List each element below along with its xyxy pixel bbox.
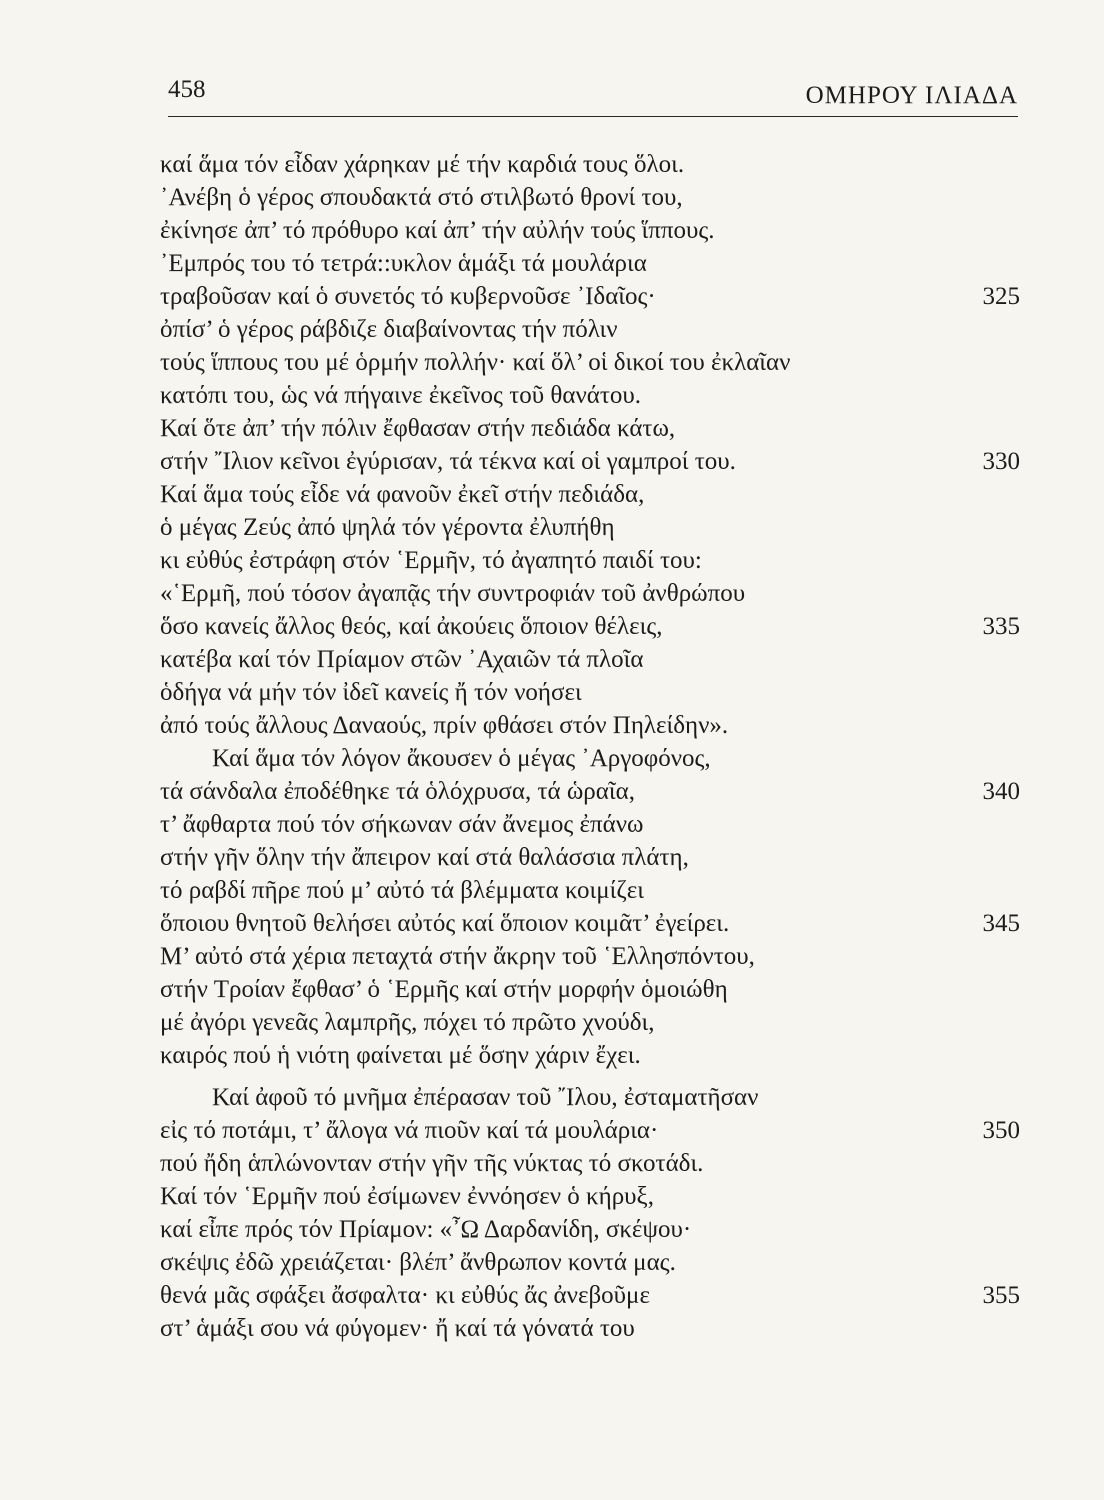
running-title: ΟΜΗΡΟΥ ΙΛΙΑΔΑ xyxy=(805,82,1018,109)
verse-line xyxy=(160,412,1020,445)
verse-text: κι εὐθύς ἐστράφη στόν ῾Ερμῆν, τό ἀγαπητό παιδί του: xyxy=(160,547,702,574)
verse-line xyxy=(160,247,1020,280)
verse-line xyxy=(160,907,1020,940)
verse-text: κατόπι του, ὡς νά πήγαινε ἐκεῖνος τοῦ θανάτου. xyxy=(160,382,642,409)
verse-text: Καί ἅμα τούς εἶδε νά φανοῦν ἐκεῖ στήν πεδιάδα, xyxy=(160,481,645,508)
verse-line xyxy=(160,313,1020,346)
verse-text: καί ἅμα τόν εἶδαν χάρηκαν μέ τήν καρδιά τους ὅλοι. xyxy=(160,151,685,178)
verse-text: Μ’ αὐτό στά χέρια πεταχτά στήν ἄκρην τοῦ ῾Ελλησπόντου, xyxy=(160,943,755,970)
verse-text: κατέβα καί τόν Πρίαμον στῶν ᾿Αχαιῶν τά πλοῖα xyxy=(160,646,644,673)
verse-text: Καί ἀφοῦ τό μνῆμα ἐπέρασαν τοῦ ῎Ιλου, ἐσταματῆσαν xyxy=(212,1084,759,1111)
verse-line xyxy=(160,1213,1020,1246)
verse-text: ἀπό τούς ἄλλους Δαναούς, πρίν φθάσει στόν Πηλείδην». xyxy=(160,712,729,739)
verse-line xyxy=(160,1246,1020,1279)
verse-text: ὅποιου θνητοῦ θελήσει αὐτός καί ὅποιον κοιμᾶτ’ ἐγείρει. xyxy=(160,910,730,937)
verse-text: τά σάνδαλα ἐποδέθηκε τά ὁλόχρυσα, τά ὡραῖα, xyxy=(160,778,635,805)
verse-line xyxy=(160,445,1020,478)
verse-line xyxy=(160,1081,1020,1114)
verse-line xyxy=(160,1279,1020,1312)
line-number: 340 xyxy=(982,778,1020,805)
verse-line xyxy=(160,148,1020,181)
verse-line xyxy=(160,478,1020,511)
verse-line xyxy=(160,973,1020,1006)
verse-text: Καί τόν ῾Ερμῆν πού ἐσίμωνεν ἐννόησεν ὁ κήρυξ, xyxy=(160,1183,654,1210)
verse-text: τούς ἵππους του μέ ὁρμήν πολλήν· καί ὅλ’ οἱ δικοί του ἐκλαῖαν xyxy=(160,349,791,376)
verse-line xyxy=(160,709,1020,742)
verse-line xyxy=(160,808,1020,841)
verse-line xyxy=(160,1147,1020,1180)
line-number: 355 xyxy=(982,1282,1020,1309)
verse-line xyxy=(160,1039,1020,1072)
verse-text: ᾿Εμπρός του τό τετρά::υκλον ἁμάξι τά μουλάρια xyxy=(160,250,647,277)
verse-line xyxy=(160,544,1020,577)
verse-line xyxy=(160,643,1020,676)
verse-text: ὀπίσ’ ὁ γέρος ράβδιζε διαβαίνοντας τήν πόλιν xyxy=(160,316,618,343)
verse-block xyxy=(160,148,1020,1345)
verse-text: ᾿Ανέβη ὁ γέρος σπουδακτά στό στιλβωτό θρονί του, xyxy=(160,184,683,211)
verse-line xyxy=(160,346,1020,379)
verse-line xyxy=(160,280,1020,313)
verse-line xyxy=(160,676,1020,709)
verse-line xyxy=(160,1180,1020,1213)
verse-line xyxy=(160,610,1020,643)
verse-text: τραβοῦσαν καί ὁ συνετός τό κυβερνοῦσε ᾿Ιδαῖος· xyxy=(160,283,656,310)
verse-text: εἰς τό ποτάμι, τ’ ἄλογα νά πιοῦν καί τά μουλάρια· xyxy=(160,1117,659,1144)
verse-text: «῾Ερμῆ, πού τόσον ἀγαπᾷς τήν συντροφιάν τοῦ ἀνθρώπου xyxy=(160,580,746,607)
verse-text: θενά μᾶς σφάξει ἄσφαλτα· κι εὐθύς ἄς ἀνεβοῦμε xyxy=(160,1282,650,1309)
page-number: 458 xyxy=(168,76,206,103)
verse-line xyxy=(160,775,1020,808)
verse-text: μέ ἀγόρι γενεᾶς λαμπρῆς, πόχει τό πρῶτο χνούδι, xyxy=(160,1009,655,1036)
line-number: 325 xyxy=(982,283,1020,310)
verse-line xyxy=(160,874,1020,907)
verse-text: στήν γῆν ὅλην τήν ἄπειρον καί στά θαλάσσια πλάτη, xyxy=(160,844,689,871)
verse-text: Καί ἅμα τόν λόγον ἄκουσεν ὁ μέγας ᾿Αργοφόνος, xyxy=(212,745,711,772)
verse-line xyxy=(160,940,1020,973)
verse-line xyxy=(160,1006,1020,1039)
verse-text: πού ἤδη ἁπλώνονταν στήν γῆν τῆς νύκτας τό σκοτάδι. xyxy=(160,1150,704,1177)
verse-line xyxy=(160,1312,1020,1345)
verse-text: ὁ μέγας Ζεύς ἀπό ψηλά τόν γέροντα ἐλυπήθη xyxy=(160,514,615,541)
verse-text: καί εἶπε πρός τόν Πρίαμον: «῏Ω Δαρδανίδη, σκέψου· xyxy=(160,1216,692,1243)
verse-text: τό ραβδί πῆρε πού μ’ αὐτό τά βλέμματα κοιμίζει xyxy=(160,877,644,904)
line-number: 345 xyxy=(982,910,1020,937)
verse-text: ὅσο κανείς ἄλλος θεός, καί ἀκούεις ὅποιον θέλεις, xyxy=(160,613,663,640)
verse-line xyxy=(160,379,1020,412)
verse-text: τ’ ἄφθαρτα πού τόν σήκωναν σάν ἄνεμος ἐπάνω xyxy=(160,811,644,838)
verse-text: καιρός πού ἡ νιότη φαίνεται μέ ὅσην χάριν ἔχει. xyxy=(160,1042,641,1069)
verse-text: ἐκίνησε ἀπ’ τό πρόθυρο καί ἀπ’ τήν αὐλήν τούς ἵππους. xyxy=(160,217,715,244)
verse-text: σκέψις ἐδῶ χρειάζεται· βλέπ’ ἄνθρωπον κοντά μας. xyxy=(160,1249,676,1276)
verse-line xyxy=(160,841,1020,874)
verse-line xyxy=(160,1114,1020,1147)
verse-text: στήν Τροίαν ἔφθασ’ ὁ ῾Ερμῆς καί στήν μορφήν ὁμοιώθη xyxy=(160,976,728,1003)
verse-text: ὁδήγα νά μήν τόν ἰδεῖ κανείς ἤ τόν νοήσει xyxy=(160,679,582,706)
verse-line xyxy=(160,214,1020,247)
line-number: 350 xyxy=(982,1117,1020,1144)
verse-text: Καί ὅτε ἀπ’ τήν πόλιν ἔφθασαν στήν πεδιάδα κάτω, xyxy=(160,415,676,442)
page-header xyxy=(168,72,1018,117)
verse-line xyxy=(160,577,1020,610)
verse-line xyxy=(160,742,1020,775)
verse-line xyxy=(160,511,1020,544)
line-number: 335 xyxy=(982,613,1020,640)
verse-text: στ’ ἁμάξι σου νά φύγομεν· ἤ καί τά γόνατά του xyxy=(160,1315,635,1342)
verse-text: στήν ῎Ιλιον κεῖνοι ἐγύρισαν, τά τέκνα καί οἱ γαμπροί του. xyxy=(160,448,736,475)
verse-line xyxy=(160,181,1020,214)
line-number: 330 xyxy=(982,448,1020,475)
